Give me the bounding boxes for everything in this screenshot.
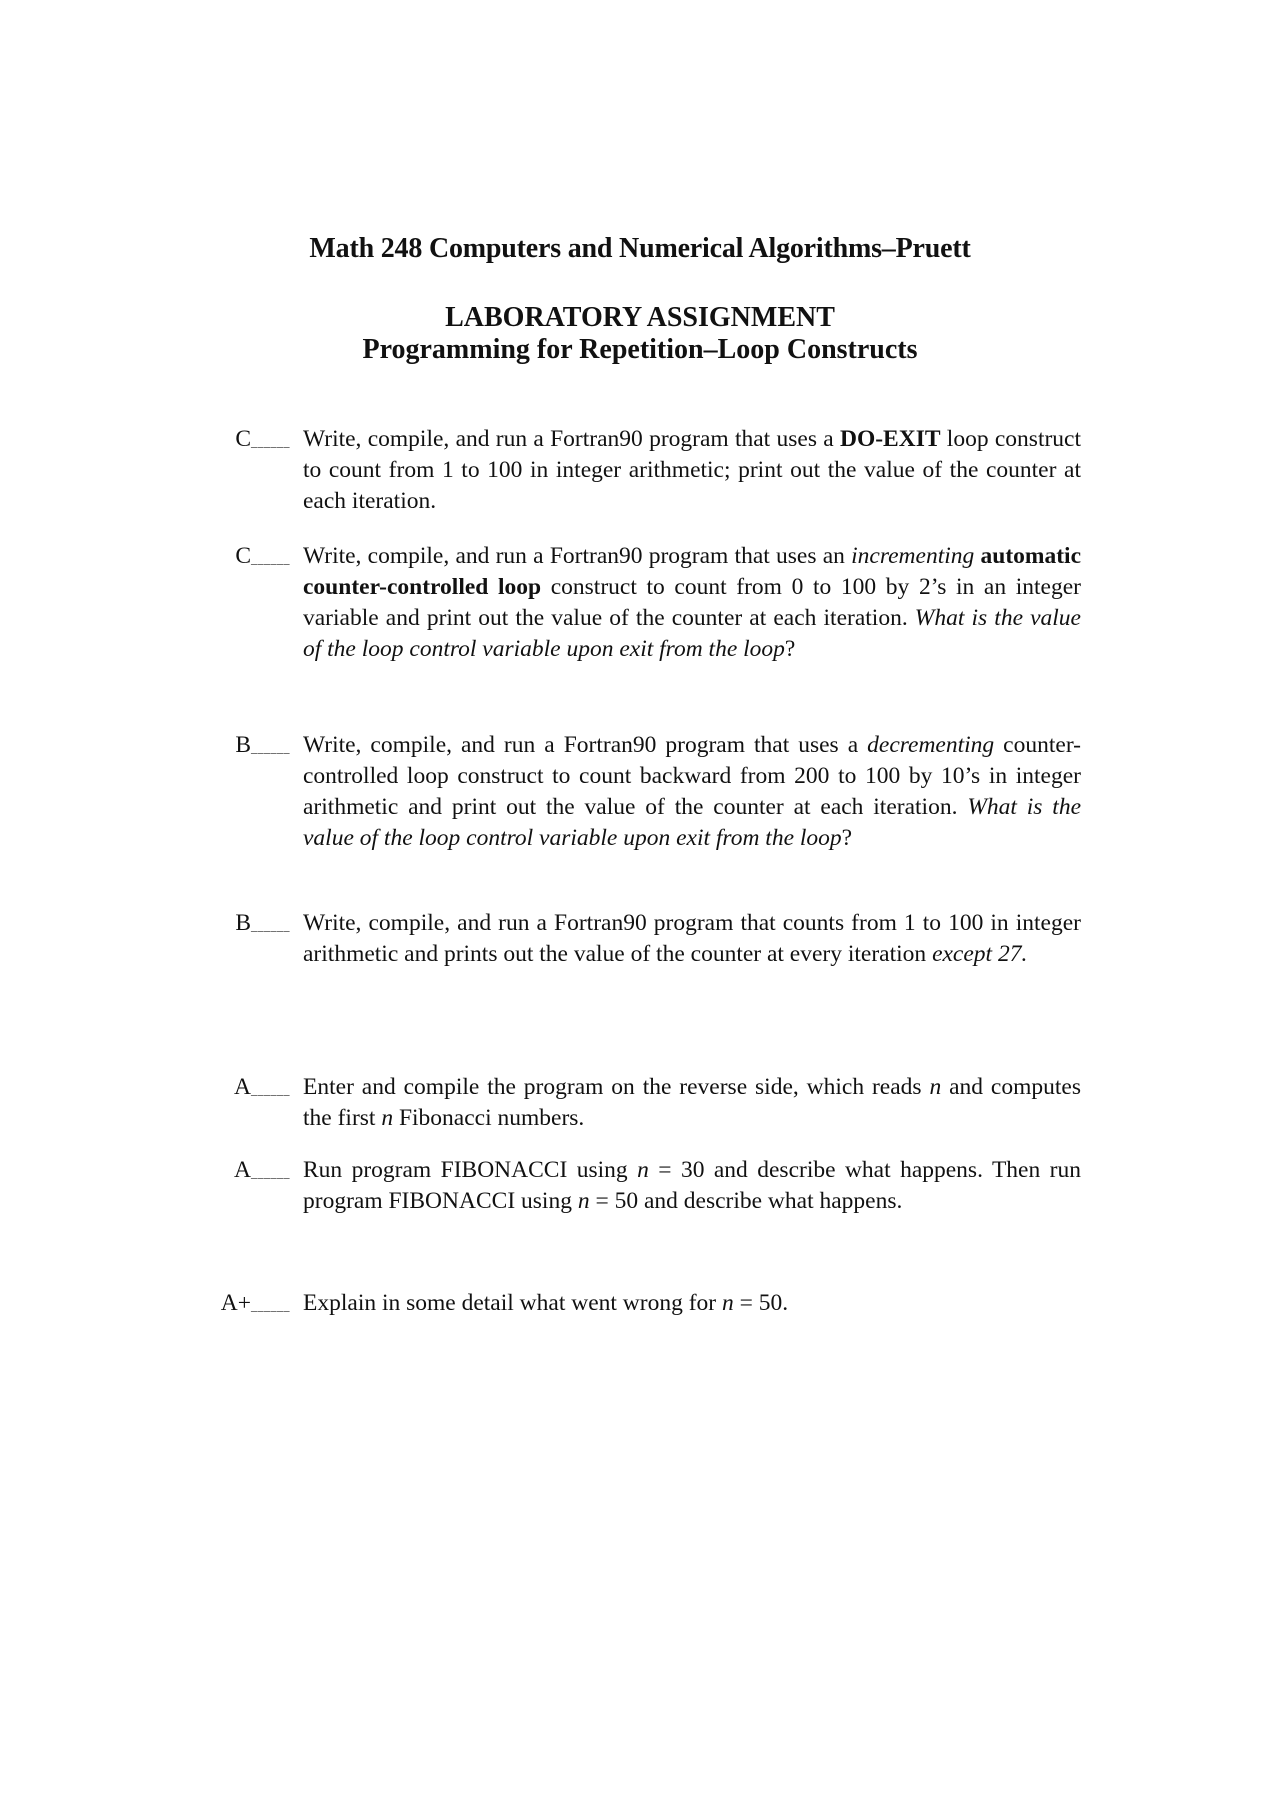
grade-blank: ______ — [251, 1299, 290, 1313]
task-text — [303, 908, 1081, 970]
text-segment: n — [381, 1105, 394, 1131]
text-segment: loop construct to count from 1 to 100 in integer arithmetic; print out the value of the counter at each iteration. — [303, 426, 1082, 514]
grade-blank: ______ — [251, 919, 290, 933]
task-text — [303, 1072, 1081, 1134]
grade-letter: A — [234, 1157, 251, 1183]
text-segment: incrementing — [851, 543, 975, 569]
grade-letter: A+ — [220, 1290, 251, 1316]
grade-blank: ______ — [251, 552, 290, 566]
task-text — [303, 1288, 1081, 1319]
text-segment: and computes the first — [303, 1074, 1081, 1131]
text-segment: = 50 and describe what happens. — [589, 1188, 903, 1214]
text-segment: What is the value of the loop control variable upon exit from the loop — [303, 605, 1081, 662]
text-segment: Run program FIBONACCI using — [303, 1157, 638, 1183]
task-text — [303, 424, 1081, 517]
grade-label — [234, 1072, 290, 1106]
course-title: Math 248 Computers and Numerical Algorithms–Pruett — [309, 233, 971, 264]
text-segment: n — [721, 1290, 734, 1316]
text-segment: n — [929, 1074, 942, 1100]
grade-blank: ______ — [251, 1166, 290, 1180]
text-segment: = 30 and describe what happens. Then run program FIBONACCI using — [303, 1157, 1081, 1214]
text-segment: counter-controlled loop construct to count backward from 200 to 100 by 10’s in integer arithmetic and print out the value of the counter at each iteration. — [303, 732, 1081, 820]
text-segment: = 50. — [733, 1290, 789, 1316]
assignment-heading — [0, 302, 1280, 366]
grade-letter: B — [235, 910, 251, 936]
grade-label — [234, 1155, 290, 1189]
text-segment: Enter and compile the program on the reverse side, which reads — [303, 1074, 930, 1100]
grade-letter: C — [235, 543, 251, 569]
task-text — [303, 541, 1081, 665]
text-segment: Write, compile, and run a Fortran90 program that uses an — [303, 543, 852, 569]
grade-blank: ______ — [251, 435, 290, 449]
grade-label — [221, 1288, 290, 1322]
grade-label — [235, 541, 290, 575]
text-segment: DO-EXIT — [839, 426, 941, 452]
text-segment: decrementing — [867, 732, 995, 758]
grade-label — [235, 424, 290, 458]
grade-letter: B — [235, 732, 251, 758]
text-segment: Write, compile, and run a Fortran90 program that counts from 1 to 100 in integer arithmetic and prints out the value of the counter at every iteration — [303, 910, 1081, 967]
text-segment: ? — [841, 825, 853, 851]
grade-label — [235, 730, 290, 764]
grade-letter: A — [234, 1074, 251, 1100]
text-segment: ? — [784, 636, 796, 662]
text-segment: n — [577, 1188, 590, 1214]
text-segment: Write, compile, and run a Fortran90 program that uses a — [303, 426, 840, 452]
text-segment: n — [637, 1157, 649, 1183]
assignment-label: LABORATORY ASSIGNMENT — [445, 302, 835, 333]
task-text — [303, 730, 1081, 854]
assignment-topic: Programming for Repetition–Loop Constructs — [362, 334, 918, 365]
grade-blank: ______ — [251, 741, 290, 755]
text-segment: What is the value of the loop control variable upon exit from the loop — [303, 794, 1081, 851]
grade-blank: ______ — [251, 1083, 290, 1097]
task-text — [303, 1155, 1081, 1217]
text-segment: Fibonacci numbers. — [393, 1105, 585, 1131]
text-segment: except 27. — [932, 941, 1028, 967]
text-segment: Explain in some detail what went wrong for — [303, 1290, 722, 1316]
text-segment: construct to count from 0 to 100 by 2’s in an integer variable and print out the value of the counter at each iteration. — [303, 574, 1081, 631]
grade-letter: C — [235, 426, 251, 452]
text-segment: Write, compile, and run a Fortran90 program that uses a — [303, 732, 868, 758]
text-segment: automatic counter-controlled loop — [303, 543, 1082, 600]
grade-label — [235, 908, 290, 942]
